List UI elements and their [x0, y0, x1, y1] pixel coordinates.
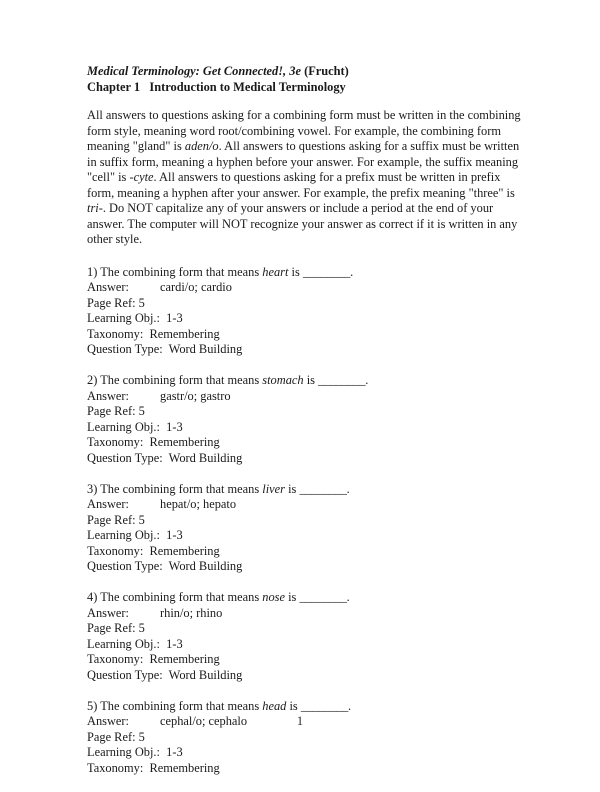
question-text-before: The combining form that means	[100, 264, 263, 279]
example-prefix: tri-	[87, 201, 103, 215]
answer-label: Answer:	[87, 605, 129, 620]
question-prompt	[87, 373, 527, 389]
chapter-heading: Chapter 1 Introduction to Medical Terminology	[87, 79, 346, 94]
header-title-line	[87, 64, 527, 80]
question-type-line: Question Type: Word Building	[87, 342, 243, 356]
question-term: heart	[262, 264, 289, 279]
page-ref-line: Page Ref: 5	[87, 729, 145, 744]
question-block	[87, 482, 527, 575]
question-text-after: is	[285, 481, 300, 496]
instructions-paragraph	[87, 108, 527, 248]
answer-blank: ________	[302, 264, 351, 279]
page-ref-line: Page Ref: 5	[87, 404, 145, 418]
question-block	[87, 590, 527, 683]
answer-value: cardi/o; cardio	[160, 280, 232, 294]
answer-value: rhin/o; rhino	[160, 605, 223, 620]
question-term: liver	[262, 481, 285, 496]
question-terminator: .	[365, 373, 369, 387]
question-text-after: is	[288, 264, 303, 279]
learning-objective-line: Learning Obj.: 1-3	[87, 528, 183, 542]
instructions-part-2: . All answers to questions asking for a suffix must be written in suffix form, meaning a hyphen before your answer. For example, the suffix meaning "cell" is -	[87, 139, 520, 184]
question-type-line: Question Type: Word Building	[87, 559, 243, 573]
question-text-before: The combining form that means	[100, 590, 263, 604]
question-term: stomach	[262, 373, 304, 387]
question-block	[87, 373, 527, 466]
question-prompt	[87, 590, 527, 606]
answer-value: hepat/o; hepato	[160, 497, 237, 511]
example-combining-form: aden/o	[184, 139, 219, 153]
question-number: 3)	[87, 481, 98, 496]
question-text-before: The combining form that means	[100, 698, 263, 713]
question-text-after: is	[285, 590, 300, 604]
question-type-line: Question Type: Word Building	[87, 450, 243, 465]
example-suffix: cyte	[133, 170, 154, 184]
learning-objective-line: Learning Obj.: 1-3	[87, 745, 183, 759]
book-title: Medical Terminology: Get Connected!, 3e	[87, 64, 301, 78]
answer-value: gastr/o; gastro	[160, 388, 231, 403]
question-term: head	[262, 698, 287, 713]
answer-line	[87, 280, 527, 296]
document-header	[87, 64, 527, 95]
question-number: 1)	[87, 264, 98, 279]
answer-blank: ________	[299, 481, 347, 496]
answer-label: Answer:	[87, 280, 129, 294]
answer-label: Answer:	[87, 497, 129, 511]
question-prompt	[87, 265, 527, 281]
question-text-after: is	[286, 698, 301, 713]
question-type-line: Question Type: Word Building	[87, 667, 243, 682]
question-block	[87, 699, 527, 777]
taxonomy-line: Taxonomy: Remembering	[87, 435, 220, 449]
answer-value: cephal/o; cephalo	[160, 714, 248, 728]
page-content	[87, 64, 527, 792]
answer-label: Answer:	[87, 388, 129, 403]
question-terminator: .	[348, 698, 352, 713]
page-ref-line: Page Ref: 5	[87, 512, 145, 527]
question-number: 4)	[87, 590, 98, 604]
question-terminator: .	[346, 481, 350, 496]
instructions-part-1: All answers to questions asking for a combining form must be written in the combining form style, meaning word root/combining vowel. For example, the combining form meaning "gland" is	[87, 108, 521, 153]
question-terminator: .	[346, 590, 350, 604]
learning-objective-line: Learning Obj.: 1-3	[87, 419, 183, 434]
question-text-before: The combining form that means	[100, 481, 263, 496]
instructions-part-3: . All answers to questions asking for a prefix must be written in prefix form, meaning a hyphen after your answer. For example, the prefix meaning "three" is	[87, 170, 515, 200]
taxonomy-line: Taxonomy: Remembering	[87, 326, 220, 341]
question-term: nose	[262, 590, 285, 604]
learning-objective-line: Learning Obj.: 1-3	[87, 636, 183, 651]
taxonomy-line: Taxonomy: Remembering	[87, 543, 220, 558]
taxonomy-line: Taxonomy: Remembering	[87, 760, 220, 775]
page-number-footer: 1	[296, 714, 304, 728]
page-ref-line: Page Ref: 5	[87, 621, 145, 635]
answer-line	[87, 606, 527, 622]
question-prompt	[87, 482, 527, 498]
answer-blank: ________	[318, 373, 366, 387]
question-text-after: is	[303, 373, 319, 387]
instructions-part-4: . Do NOT capitalize any of your answers or include a period at the end of your answer. The computer will NOT recognize your answer as correct if it is written in any other style.	[87, 201, 518, 246]
answer-line	[87, 389, 527, 405]
answer-line	[87, 497, 527, 513]
question-block	[87, 265, 527, 358]
question-terminator: .	[350, 264, 354, 279]
answer-blank: ________	[300, 698, 349, 713]
page-ref-line: Page Ref: 5	[87, 295, 145, 310]
answer-blank: ________	[299, 590, 347, 604]
taxonomy-line: Taxonomy: Remembering	[87, 652, 220, 666]
learning-objective-line: Learning Obj.: 1-3	[87, 311, 183, 325]
question-number: 2)	[87, 373, 98, 387]
answer-label: Answer:	[87, 714, 129, 728]
book-author: (Frucht)	[304, 64, 349, 78]
question-prompt	[87, 699, 527, 715]
question-text-before: The combining form that means	[100, 373, 263, 387]
question-number: 5)	[87, 698, 98, 713]
